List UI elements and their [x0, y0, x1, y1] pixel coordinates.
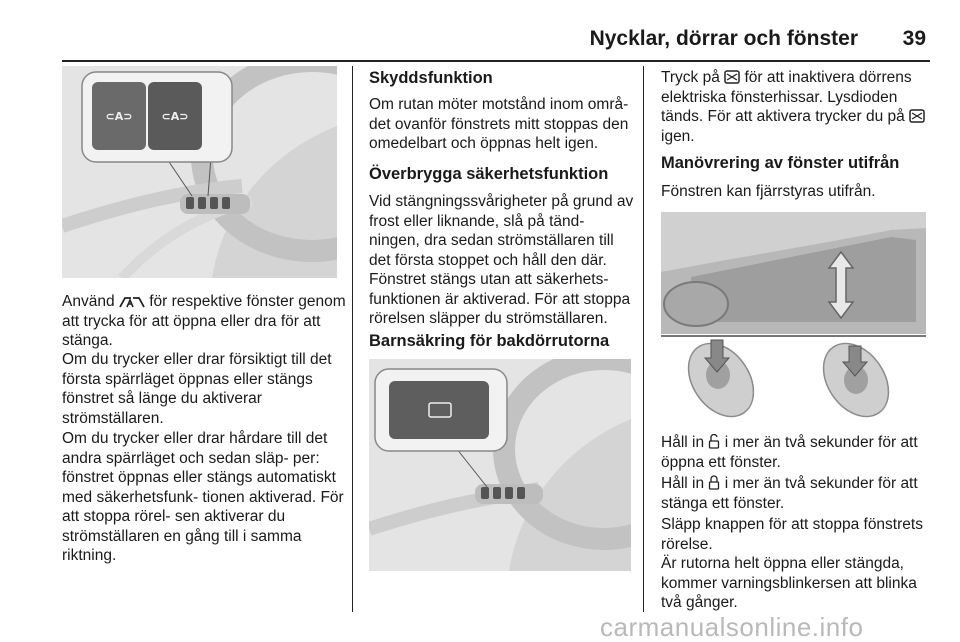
- window-switch-figure: [62, 66, 337, 278]
- svg-text:⊂A⊃: ⊂A⊃: [161, 110, 189, 123]
- child-lock-paragraph: Tryck på för att inaktivera dörrens elektriska fönsterhissar. Lysdioden tänds. För att aktivera trycker du på igen.: [661, 68, 931, 146]
- override-heading: Överbrygga säkerhetsfunktion: [369, 165, 609, 183]
- remote-window-figure: [661, 212, 926, 420]
- child-lock-illustration: [369, 359, 631, 571]
- page-number: 39: [902, 27, 926, 50]
- protection-paragraph: Om rutan möter motstånd inom områ- det ovanför fönstrets mitt stoppas den omedelbart och öppnas helt igen.: [369, 96, 629, 152]
- watermark: carmanualsonline.info: [600, 612, 864, 642]
- protection-heading: Skyddsfunktion: [369, 69, 493, 87]
- switch-usage-paragraph: Använd för respektive fönster genom att trycka för att öppna eller dra för att stänga.: [62, 293, 346, 349]
- window-switch-illustration: [62, 66, 337, 278]
- child-lock-figure: [369, 359, 631, 571]
- close-window-paragraph: Håll in i mer än två sekunder för att stänga ett fönster.: [661, 475, 918, 512]
- second-detent-paragraph: Om du trycker eller drar hårdare till det andra spärrläget och sedan släp- per: fönstret öppnas eller stängs automatiskt med säkerhetsfunk- tionen aktiverad. För att stoppa rörel- sen aktiverar du strömställaren en gång till i samma riktning.: [62, 430, 344, 564]
- child-lock-heading: Barnsäkring för bakdörrutorna: [369, 332, 610, 350]
- hazard-blink-paragraph: Är rutorna helt öppna eller stängda, kommer varningsblinkersen att blinka två gånger.: [661, 555, 917, 611]
- column-divider-left: [352, 66, 353, 612]
- unlock-icon: [708, 434, 720, 449]
- child-lock-icon: [724, 70, 740, 84]
- stop-movement-paragraph: Släpp knappen för att stoppa fönstrets rörelse.: [661, 516, 923, 553]
- remote-operation-heading: Manövrering av fönster utifrån: [661, 154, 900, 172]
- lock-icon: [708, 475, 720, 490]
- page-header: [62, 22, 930, 62]
- remote-operation-paragraph: Fönstren kan fjärrstyras utifrån.: [661, 183, 876, 200]
- override-paragraph: Vid stängningssvårigheter på grund av frost eller liknande, slå på tänd- ningen, dra sedan strömställaren till det första stoppet och håll den där. Fönstret stängs utan att säkerhets- funktionen är aktiverad. För att stoppa rörelsen släpper du strömställaren.: [369, 193, 634, 327]
- page-title: Nycklar, dörrar och fönster: [589, 27, 858, 50]
- window-switch-icon: [119, 295, 145, 308]
- svg-text:⊂A⊃: ⊂A⊃: [105, 110, 133, 123]
- child-lock-icon: [909, 109, 925, 123]
- open-window-paragraph: Håll in i mer än två sekunder för att öppna ett fönster.: [661, 434, 918, 471]
- remote-window-illustration: [661, 212, 926, 420]
- first-detent-paragraph: Om du trycker eller drar försiktigt till det första spärrläget öppnas eller stängs fönstret så länge du aktiverar strömställaren.: [62, 351, 332, 427]
